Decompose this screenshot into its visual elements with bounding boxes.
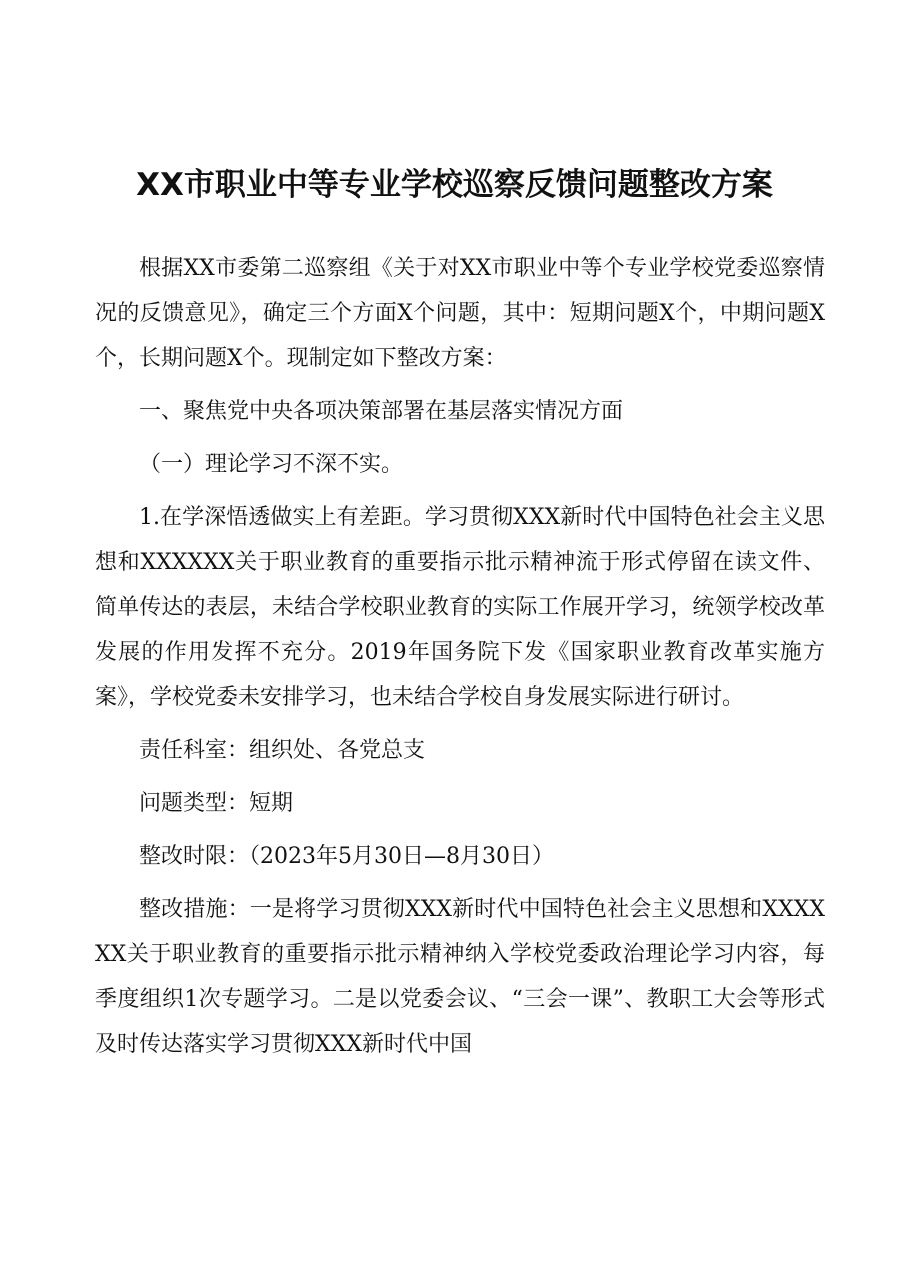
issue-type: 问题类型：短期 [139,791,294,816]
document-title: XX市职业中等专业学校巡察反馈问题整改方案 [136,167,773,203]
responsible-dept: 责任科室：组织处、各党总支 [139,738,426,763]
intro-paragraph: 根据XX市委第二巡察组《关于对XX市职业中等个专业学校党委巡察情况的反馈意见》，确定三个方面X个问题，其中：短期问题X个，中期问题X个，长期问题X个。现制定如下整改方案： [95,256,825,371]
deadline: 整改时限：（2023年5月30日—8月30日） [139,844,554,869]
section-heading: 一、聚焦党中央各项决策部署在基层落实情况方面 [139,399,624,424]
issue-paragraph: 1.在学深悟透做实上有差距。学习贯彻XXX新时代中国特色社会主义思想和XXXXXX关于职业教育的重要指示批示精神流于形式停留在读文件、简单传达的表层，未结合学校职业教育的实际工作展开学习，统领学校改革发展的作用发挥不充分。2019年国务院下发《国家职业教育改革实施方案》，学校党委未安排学习，也未结合学校自身发展实际进行研讨。 [95,505,825,710]
subsection-heading: （一）理论学习不深不实。 [139,452,404,477]
document-body [95,246,825,1075]
measures-paragraph: 整改措施：一是将学习贯彻XXX新时代中国特色社会主义思想和XXXXXX关于职业教育的重要指示批示精神纳入学校党委政治理论学习内容，每季度组织1次专题学习。二是以党委会议、“三会一课”、教职工大会等形式及时传达落实学习贯彻XXX新时代中国 [95,897,825,1057]
